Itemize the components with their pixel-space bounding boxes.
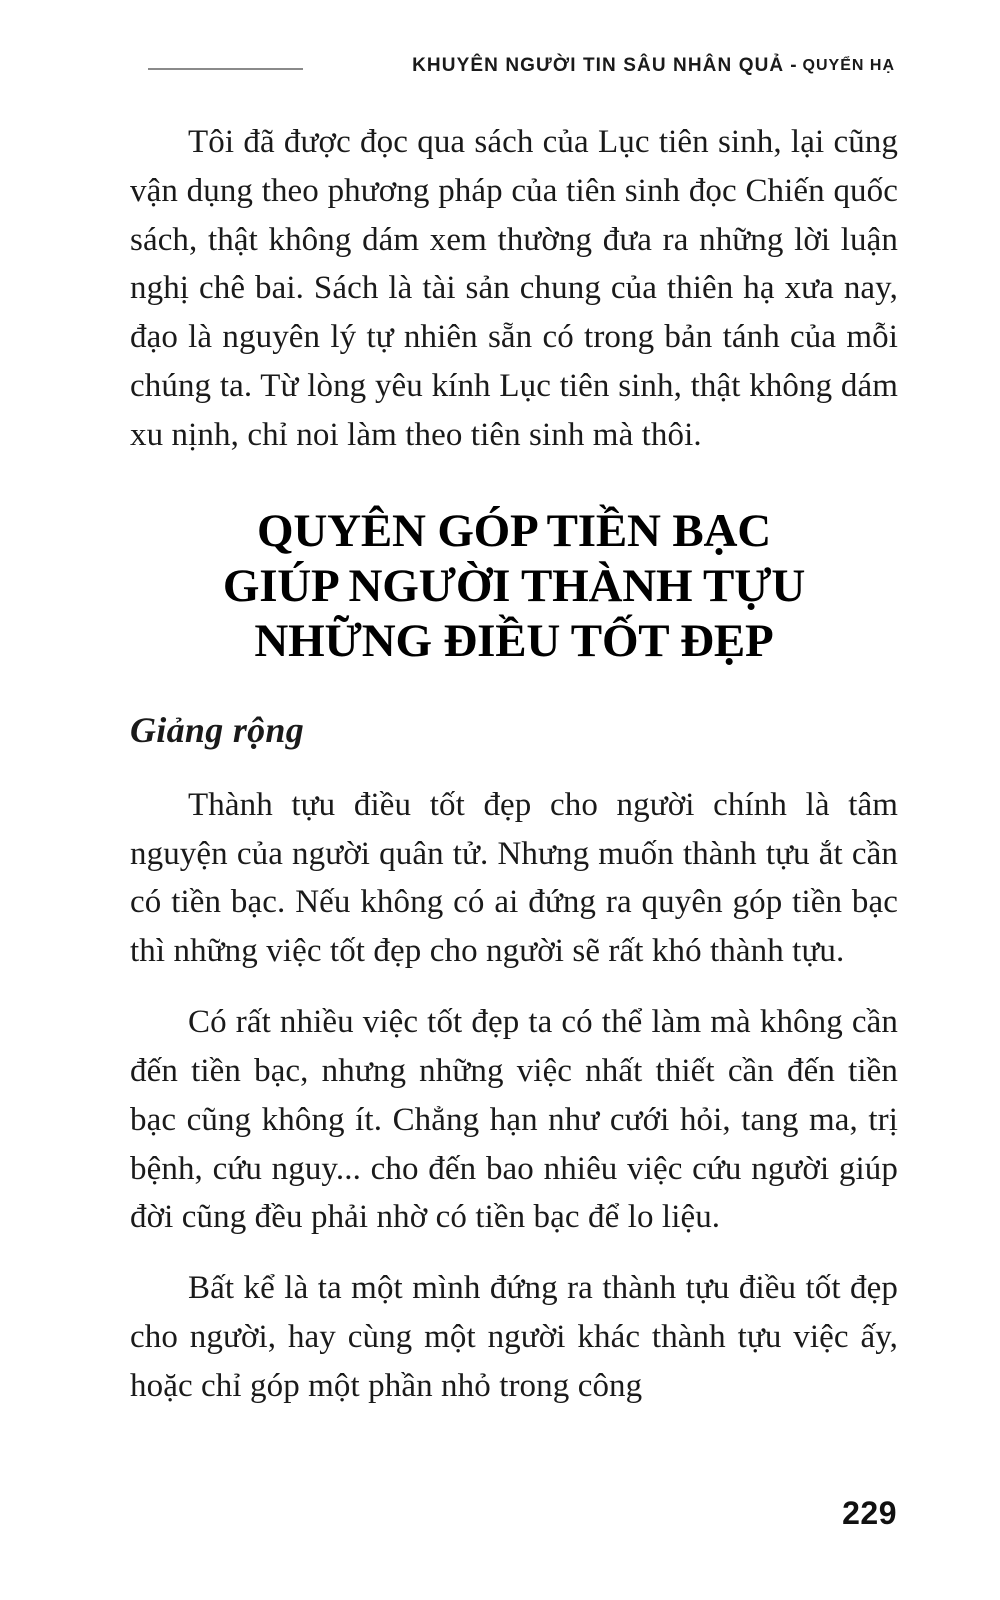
paragraph-2: Thành tựu điều tốt đẹp cho người chính là tâm nguyện của người quân tử. Nhưng muốn thành tựu ắt cần có tiền bạc. Nếu không có ai đứng ra quyên góp tiền bạc thì những việc tốt đẹp cho người sẽ rất khó thành tựu. [130,786,898,970]
section-heading: Giảng rộng [130,709,305,750]
paragraph-4: Bất kể là ta một mình đứng ra thành tựu điều tốt đẹp cho người, hay cùng một người khác thành tựu việc ấy, hoặc chỉ góp một phần nhỏ trong công [130,1270,898,1404]
page-number: 229 [842,1495,897,1531]
paragraph-3: Có rất nhiều việc tốt đẹp ta có thể làm mà không cần đến tiền bạc, nhưng những việc nhất thiết cần đến tiền bạc cũng không ít. Chẳng hạn như cưới hỏi, tang ma, trị bệnh, cứu nguy... cho đến bao nhiêu việc cứu người giúp đời cũng đều phải nhờ có tiền bạc để lo liệu. [130,1004,898,1236]
header-separator: - [790,55,797,76]
running-header [130,55,895,77]
spacer [130,755,898,781]
header-volume-label: QUYỂN HẠ [802,57,895,74]
page-content [130,118,898,1411]
chapter-title [130,504,898,669]
paragraph-1: Tôi đã được đọc qua sách của Lục tiên sinh, lại cũng vận dụng theo phương pháp của tiên sinh đọc Chiến quốc sách, thật không dám xem thường đưa ra những lời luận nghị chê bai. Sách là tài sản chung của thiên hạ xưa nay, đạo là nguyên lý tự nhiên sẵn có trong bản tánh của mỗi chúng ta. Từ lòng yêu kính Lục tiên sinh, thật không dám xu nịnh, chỉ noi làm theo tiên sinh mà thôi. [130,124,898,453]
chapter-title-line-1: QUYÊN GÓP TIỀN BẠC [257,504,771,557]
header-book-title: KHUYÊN NGƯỜI TIN SÂU NHÂN QUẢ [412,55,785,76]
header-rule [148,68,303,70]
chapter-title-line-3: NHỮNG ĐIỀU TỐT ĐẸP [254,614,774,667]
chapter-title-line-2: GIÚP NGƯỜI THÀNH TỰU [222,559,806,612]
